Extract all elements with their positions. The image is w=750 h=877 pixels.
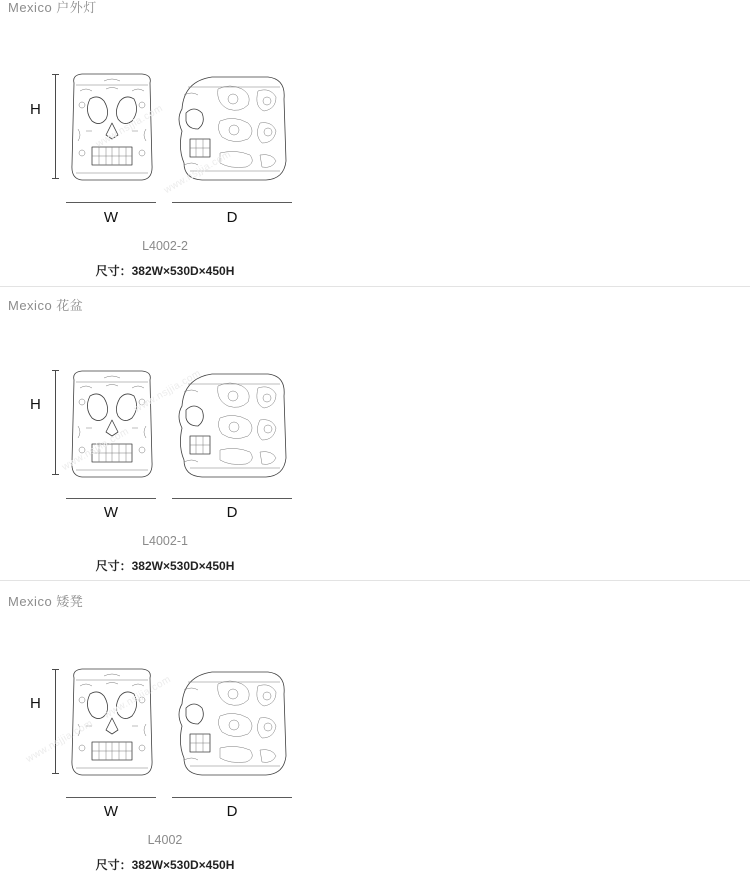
depth-label: D bbox=[226, 209, 238, 226]
model-code: L4002 bbox=[147, 833, 183, 847]
figure-area bbox=[0, 634, 330, 872]
model-code: L4002-1 bbox=[142, 534, 188, 548]
skull-side-view-drawing bbox=[172, 366, 294, 491]
depth-dimension-line bbox=[172, 797, 292, 798]
figure-area bbox=[0, 39, 330, 278]
width-label: W bbox=[103, 803, 119, 820]
skull-front-view-drawing bbox=[66, 69, 158, 194]
width-dimension-line bbox=[66, 202, 156, 203]
depth-dimension-line bbox=[172, 498, 292, 499]
figure-area bbox=[0, 338, 330, 573]
width-dimension-line bbox=[66, 498, 156, 499]
watermark: www.nsjjia.com bbox=[24, 717, 96, 766]
product-block bbox=[0, 580, 750, 877]
height-label: H bbox=[30, 101, 41, 118]
depth-label: D bbox=[226, 803, 238, 820]
depth-label: D bbox=[226, 504, 238, 521]
watermark: www.nsjjia.com bbox=[60, 425, 132, 474]
watermark: www.nsjjia.com bbox=[132, 367, 204, 416]
height-label: H bbox=[30, 396, 41, 413]
model-code: L4002-2 bbox=[142, 239, 188, 253]
watermark: www.nsjjia.com bbox=[102, 673, 174, 722]
product-block bbox=[0, 0, 750, 292]
watermark: www.nsjjia.com bbox=[94, 102, 166, 151]
height-dimension-bar bbox=[55, 370, 56, 475]
section-divider bbox=[0, 286, 750, 287]
skull-front-view-drawing bbox=[66, 664, 158, 789]
product-block bbox=[0, 292, 750, 587]
watermark: www.nsjjia.com bbox=[162, 148, 234, 197]
dimension-text: 尺寸：382W×530D×450H bbox=[95, 858, 235, 872]
dimension-text: 尺寸：382W×530D×450H bbox=[95, 264, 235, 278]
product-title: Mexico 矮凳 bbox=[8, 594, 84, 609]
dimension-text: 尺寸：382W×530D×450H bbox=[95, 559, 235, 573]
depth-dimension-line bbox=[172, 202, 292, 203]
width-dimension-line bbox=[66, 797, 156, 798]
width-label: W bbox=[103, 504, 119, 521]
section-divider bbox=[0, 580, 750, 581]
product-title: Mexico 户外灯 bbox=[8, 0, 97, 15]
width-label: W bbox=[103, 209, 119, 226]
height-label: H bbox=[30, 695, 41, 712]
skull-side-view-drawing bbox=[172, 69, 294, 194]
skull-side-view-drawing bbox=[172, 664, 294, 789]
height-dimension-bar bbox=[55, 74, 56, 179]
height-dimension-bar bbox=[55, 669, 56, 774]
skull-front-view-drawing bbox=[66, 366, 158, 491]
product-title: Mexico 花盆 bbox=[8, 298, 84, 313]
